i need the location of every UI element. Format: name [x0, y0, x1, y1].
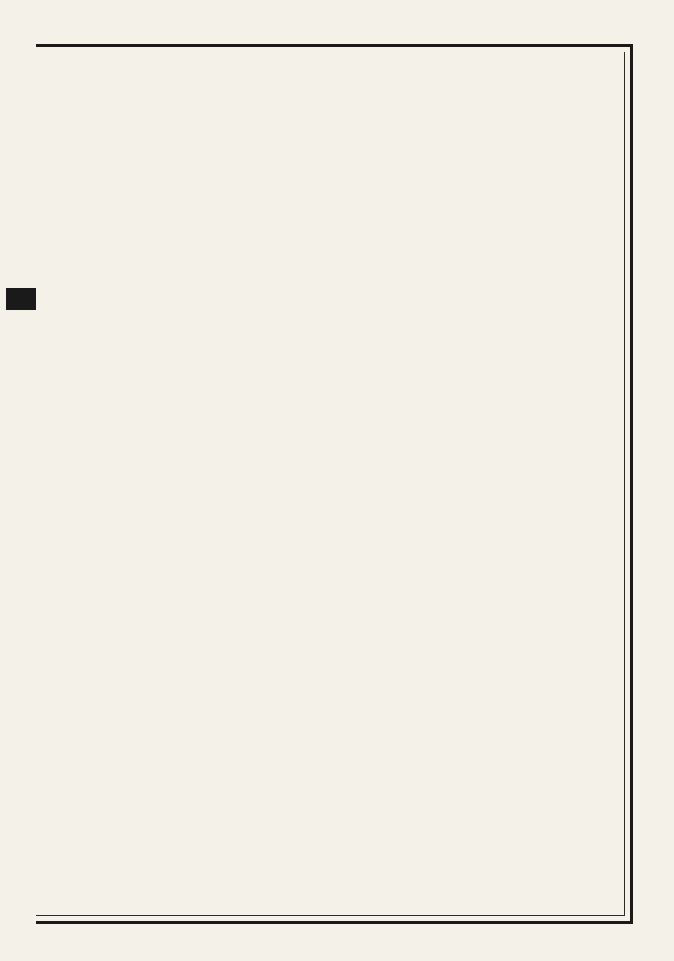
fishtail-mark	[6, 288, 36, 310]
page-frame-inner	[36, 52, 625, 916]
